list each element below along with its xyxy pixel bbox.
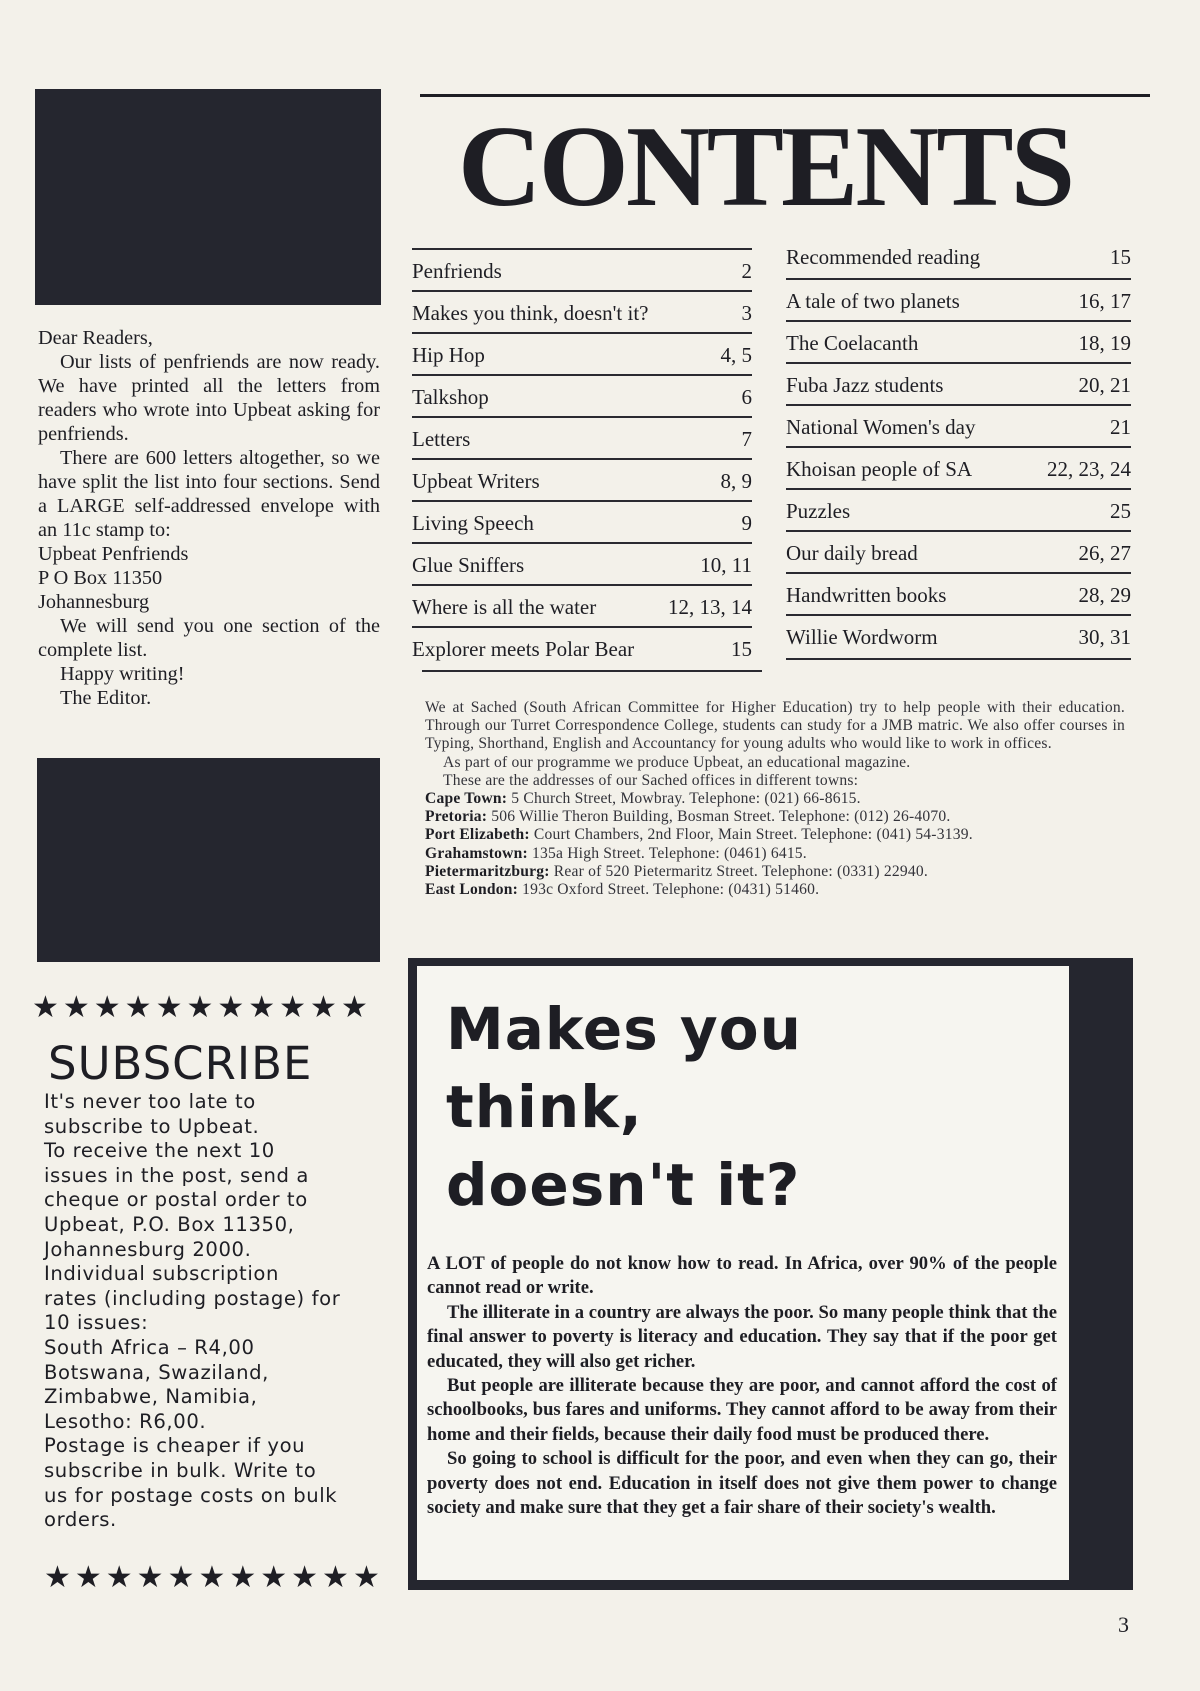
toc-entry-title: A tale of two planets (786, 288, 960, 313)
office-city: Port Elizabeth: (425, 826, 530, 844)
office-address (425, 845, 1125, 863)
sached-paragraph: As part of our programme we produce Upbeat, an educational magazine. (443, 753, 911, 771)
office-address (425, 863, 1125, 881)
office-city: Cape Town: (425, 790, 508, 808)
toc-left-bottom-rule (422, 670, 762, 672)
letter-salutation: Dear Readers, (38, 327, 153, 349)
toc-entry-page: 2 (741, 258, 752, 283)
letter-paragraph: We will send you one section of the complete list. (38, 615, 380, 661)
toc-entry-page: 7 (741, 426, 752, 451)
toc-entry-title: Letters (412, 426, 471, 451)
office-detail: 506 Willie Theron Building, Bosman Street. Telephone: (012) 26-4070. (491, 808, 951, 826)
subscribe-line: It's never too late to (44, 1090, 256, 1113)
toc-entry-page: 10, 11 (700, 552, 752, 577)
sached-info (425, 699, 1125, 899)
article-body (427, 1252, 1057, 1520)
office-address (425, 881, 1125, 899)
subscribe-line: South Africa – R4,00 (44, 1335, 255, 1359)
toc-entry-page: 25 (1110, 498, 1131, 523)
subscribe-line: cheque or postal order to (44, 1188, 308, 1212)
toc-entry-page: 6 (741, 384, 752, 409)
letter-closing: Happy writing! (60, 663, 185, 685)
subscribe-line: Zimbabwe, Namibia, (44, 1385, 258, 1409)
letter-address-line: P O Box 11350 (38, 567, 163, 589)
toc-entry-title: Talkshop (412, 384, 489, 409)
subscribe-line: subscribe in bulk. Write to (44, 1458, 317, 1482)
toc-entry-page: 15 (1110, 244, 1131, 269)
toc-entry[interactable] (786, 488, 1131, 532)
toc-entry-title: Willie Wordworm (786, 624, 938, 649)
office-detail: 193c Oxford Street. Telephone: (0431) 51460. (522, 881, 820, 899)
toc-entry-page: 3 (741, 300, 752, 325)
editor-letter (38, 326, 380, 710)
toc-entry-title: Where is all the water (412, 594, 597, 619)
toc-entry-title: Explorer meets Polar Bear (412, 636, 635, 661)
subscribe-body (44, 1090, 384, 1533)
toc-entry-page: 15 (731, 636, 752, 661)
toc-entry-title: Our daily bread (786, 540, 918, 565)
subscribe-line: Lesotho: R6,00. (44, 1409, 207, 1433)
office-city: East London: (425, 881, 518, 899)
article-paragraph: But people are illiterate because they are poor, and cannot afford the cost of schoolbooks, bus fares and uniforms. They cannot afford to be away from their home and their fields, because their daily food must be produced there. (427, 1375, 1057, 1445)
letter-address-line: Upbeat Penfriends (38, 543, 189, 565)
subscribe-line: subscribe to Upbeat. (44, 1114, 260, 1138)
photo-placeholder-top (35, 89, 381, 305)
subscribe-line: Johannesburg 2000. (44, 1237, 252, 1261)
toc-entry[interactable] (412, 626, 752, 670)
subscribe-line: us for postage costs on bulk (44, 1483, 338, 1507)
article-paragraph: A LOT of people do not know how to read. In Africa, over 90% of the people cannot read or write. (427, 1253, 1057, 1299)
contents-title: CONTENTS (457, 103, 1073, 231)
article-title-line: doesn't it? (446, 1151, 801, 1219)
toc-entry-page: 28, 29 (1078, 582, 1131, 607)
toc-entry[interactable] (412, 416, 752, 460)
top-rule (420, 94, 1150, 97)
toc-entry[interactable] (412, 290, 752, 334)
toc-entry-title: Penfriends (412, 258, 502, 283)
toc-entry-title: Upbeat Writers (412, 468, 540, 493)
office-city: Grahamstown: (425, 844, 528, 862)
subscribe-line: rates (including postage) for (44, 1286, 341, 1310)
toc-entry-title: Recommended reading (786, 244, 981, 269)
toc-entry[interactable] (412, 374, 752, 418)
office-detail: Rear of 520 Pietermaritz Street. Telephone: (0331) 22940. (553, 862, 928, 880)
toc-entry-title: Hip Hop (412, 342, 485, 367)
toc-entry[interactable] (786, 236, 1131, 278)
stars-divider-top: ★★★★★★★★★★★ (32, 990, 372, 1025)
sached-paragraph: We at Sached (South African Committee for Higher Education) try to help people with their education. Through our Turret Correspondence College, students can study for a JMB matric. We also offer courses in Typing, Shorthand, English and Accountancy for young adults who would like to work in offices. (425, 699, 1125, 753)
toc-entry[interactable] (412, 542, 752, 586)
letter-paragraph: There are 600 letters altogether, so we have split the list into four sections. Send a LARGE self-addressed envelope with an 11c stamp to: (38, 447, 380, 541)
toc-entry-title: National Women's day (786, 414, 976, 439)
toc-entry-title: Puzzles (786, 498, 851, 523)
toc-entry-page: 30, 31 (1078, 624, 1131, 649)
subscribe-line: Individual subscription (44, 1262, 279, 1286)
toc-entry[interactable] (786, 446, 1131, 490)
toc-entry[interactable] (786, 404, 1131, 448)
article-paragraph: So going to school is difficult for the poor, and even when they can go, their poverty does not end. Education in itself does not give them power to change society and make sure that they get a fair share of their society's wealth. (427, 1448, 1057, 1519)
office-address (425, 826, 1125, 844)
toc-entry[interactable] (412, 458, 752, 502)
stars-divider-bottom: ★★★★★★★★★★★ (44, 1560, 384, 1595)
toc-entry[interactable] (412, 248, 752, 292)
toc-entry-page: 12, 13, 14 (668, 594, 752, 619)
office-address (425, 790, 1125, 808)
toc-entry[interactable] (786, 530, 1131, 574)
toc-entry[interactable] (786, 320, 1131, 364)
toc-entry-title: The Coelacanth (786, 330, 919, 355)
toc-entry[interactable] (412, 332, 752, 376)
article-paragraph: The illiterate in a country are always the poor. So many people think that the final answer to poverty is literacy and education. They say that if the poor get educated, they will also get richer. (427, 1301, 1057, 1372)
letter-paragraph: Our lists of penfriends are now ready. We have printed all the letters from readers who wrote into Upbeat asking for penfriends. (38, 351, 380, 445)
subscribe-line: Upbeat, P.O. Box 11350, (44, 1212, 295, 1236)
toc-entry-page: 26, 27 (1078, 540, 1131, 565)
letter-address-line: Johannesburg (38, 591, 150, 613)
office-detail: 135a High Street. Telephone: (0461) 6415. (532, 844, 807, 862)
subscribe-line: To receive the next 10 (44, 1139, 275, 1163)
toc-entry-title: Fuba Jazz students (786, 372, 944, 397)
office-detail: 5 Church Street, Mowbray. Telephone: (021) 66-8615. (511, 790, 861, 808)
subscribe-line: orders. (44, 1508, 117, 1532)
office-city: Pietermaritzburg: (425, 862, 550, 880)
photo-placeholder-bottom (37, 758, 380, 962)
toc-entry-title: Living Speech (412, 510, 534, 535)
toc-entry-title: Glue Sniffers (412, 552, 525, 577)
toc-entry[interactable] (786, 614, 1131, 658)
toc-entry-page: 21 (1110, 414, 1131, 439)
toc-entry-title: Handwritten books (786, 582, 947, 607)
toc-entry[interactable] (412, 500, 752, 544)
toc-entry[interactable] (786, 362, 1131, 406)
toc-entry-page: 9 (741, 510, 752, 535)
toc-entry-title: Khoisan people of SA (786, 456, 973, 481)
office-detail: Court Chambers, 2nd Floor, Main Street. Telephone: (041) 54-3139. (533, 826, 973, 844)
toc-entry-page: 4, 5 (720, 342, 752, 367)
subscribe-line: issues in the post, send a (44, 1163, 309, 1187)
subscribe-line: 10 issues: (44, 1311, 149, 1335)
toc-entry-page: 22, 23, 24 (1047, 456, 1131, 481)
office-address (425, 808, 1125, 826)
article-title (446, 990, 1006, 1224)
toc-entry[interactable] (412, 584, 752, 628)
sached-paragraph: These are the addresses of our Sached offices in different towns: (443, 771, 859, 789)
toc-entry-page: 20, 21 (1078, 372, 1131, 397)
toc-entry[interactable] (786, 572, 1131, 616)
toc-entry-page: 8, 9 (720, 468, 752, 493)
office-city: Pretoria: (425, 808, 488, 826)
article-title-line: Makes you (446, 995, 802, 1063)
subscribe-line: Postage is cheaper if you (44, 1434, 306, 1458)
toc-entry[interactable] (786, 278, 1131, 322)
subscribe-line: Botswana, Swaziland, (44, 1360, 269, 1384)
article-title-line: think, (446, 1073, 643, 1141)
letter-signature: The Editor. (60, 687, 152, 709)
toc-entry-title: Makes you think, doesn't it? (412, 300, 649, 325)
toc-entry-page: 16, 17 (1078, 288, 1131, 313)
toc-entry-page: 18, 19 (1078, 330, 1131, 355)
page-number: 3 (1118, 1612, 1129, 1637)
toc-right-bottom-rule (786, 658, 1131, 660)
subscribe-title: SUBSCRIBE (48, 1037, 313, 1090)
